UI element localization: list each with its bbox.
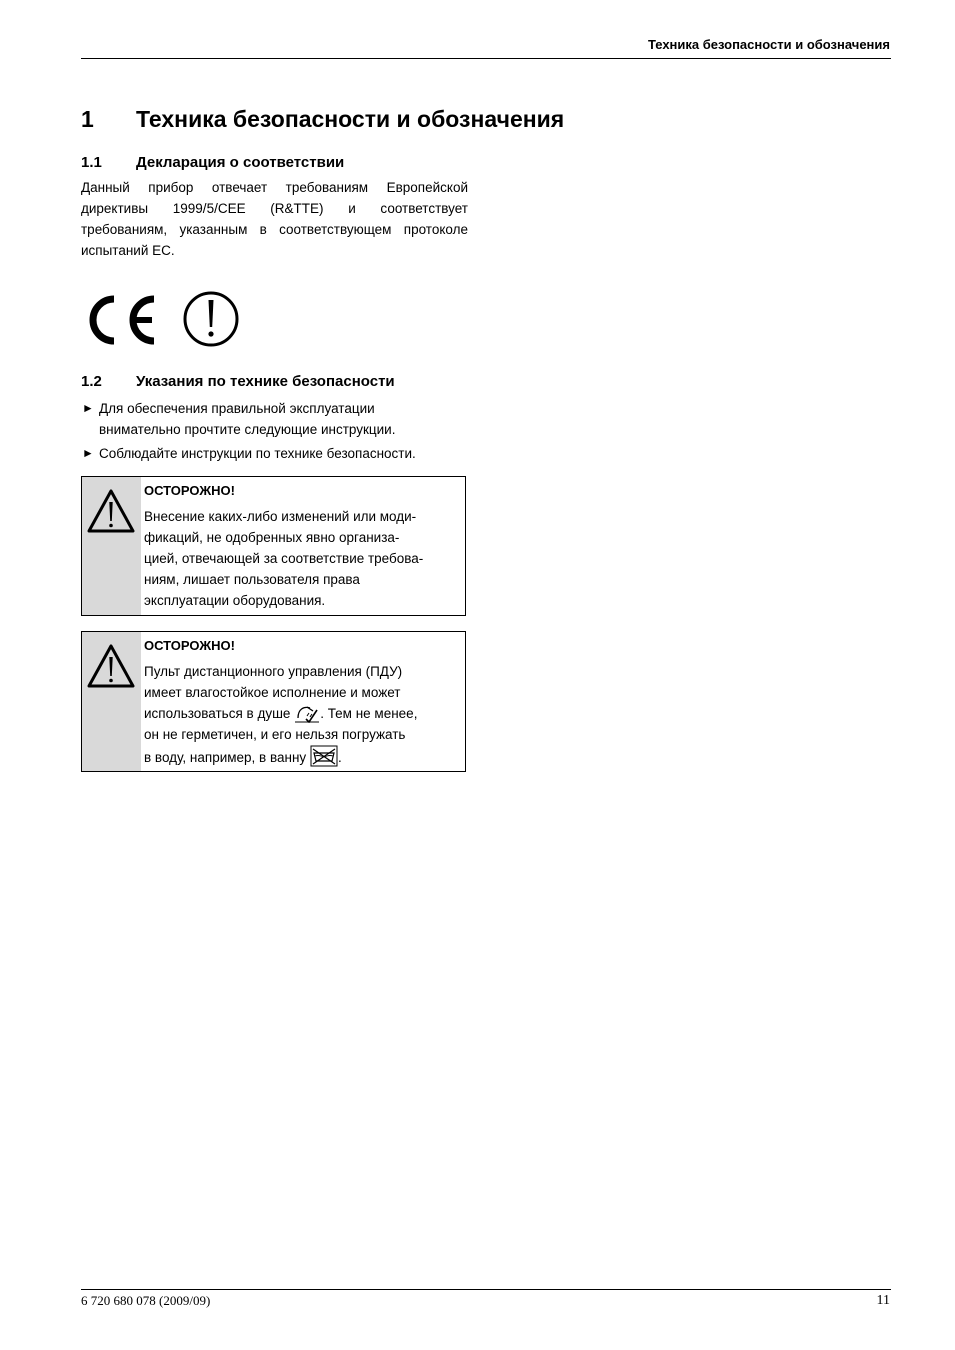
warning-triangle-icon [85, 487, 137, 535]
paragraph-line: Данный прибор отвечает требованиям Европейской [81, 180, 468, 195]
bullet-arrow-icon: ► [82, 401, 94, 415]
chapter-heading [81, 106, 564, 133]
ce-mark-icon [84, 294, 160, 346]
safety-instructions-list [81, 398, 481, 467]
section-number: 1.2 [81, 373, 102, 390]
section-heading-declaration [81, 154, 344, 171]
running-header: Техника безопасности и обозначения [647, 37, 890, 52]
warning-title: ОСТОРОЖНО! [144, 638, 235, 653]
exclamation-circle-icon [182, 290, 240, 348]
chapter-number: 1 [81, 106, 94, 132]
warning-triangle-icon [85, 642, 137, 690]
section-title: Декларация о соответствии [136, 154, 345, 171]
warning-box-water: ОСТОРОЖНО! Пульт дистанционного управления (ПДУ) имеет влагостойкое исполнение и может использоваться в душе . Тем не менее, он не герметичен, и его нельзя погружать в воду, например, в ванну . [81, 631, 466, 772]
paragraph-line: испытаний ЕС. [81, 243, 175, 258]
chapter-title: Техника безопасности и обозначения [136, 106, 565, 132]
header-rule [81, 58, 891, 59]
warning-icon-column [82, 632, 141, 771]
list-item: ► Соблюдайте инструкции по технике безопасности. [81, 443, 481, 464]
page-number: 11 [876, 1293, 890, 1308]
paragraph-line: требованиям, указанным в соответствующем протоколе [81, 222, 468, 237]
section-number: 1.1 [81, 154, 102, 171]
bath-not-allowed-icon [310, 745, 338, 767]
warning-icon-column [82, 477, 141, 615]
declaration-paragraph [81, 177, 468, 261]
document-code: 6 720 680 078 (2009/09) [81, 1293, 211, 1308]
warning-box-modifications: ОСТОРОЖНО! Внесение каких-либо изменений или моди- фикаций, не одобренных явно организа- цией, отвечающей за соответствие требова- ниям, лишает пользователя права эксплуатации оборудования. [81, 476, 466, 616]
list-item: ► Для обеспечения правильной эксплуатации внимательно прочтите следующие инструкции. [81, 398, 481, 440]
paragraph-line: директивы 1999/5/CEE (R&TTE) и соответствует [81, 201, 468, 216]
shower-allowed-icon [294, 703, 320, 723]
warning-title: ОСТОРОЖНО! [144, 483, 235, 498]
section-title: Указания по технике безопасности [136, 373, 395, 390]
section-heading-safety [81, 373, 395, 390]
footer-rule [81, 1289, 891, 1290]
bullet-arrow-icon: ► [82, 446, 94, 460]
